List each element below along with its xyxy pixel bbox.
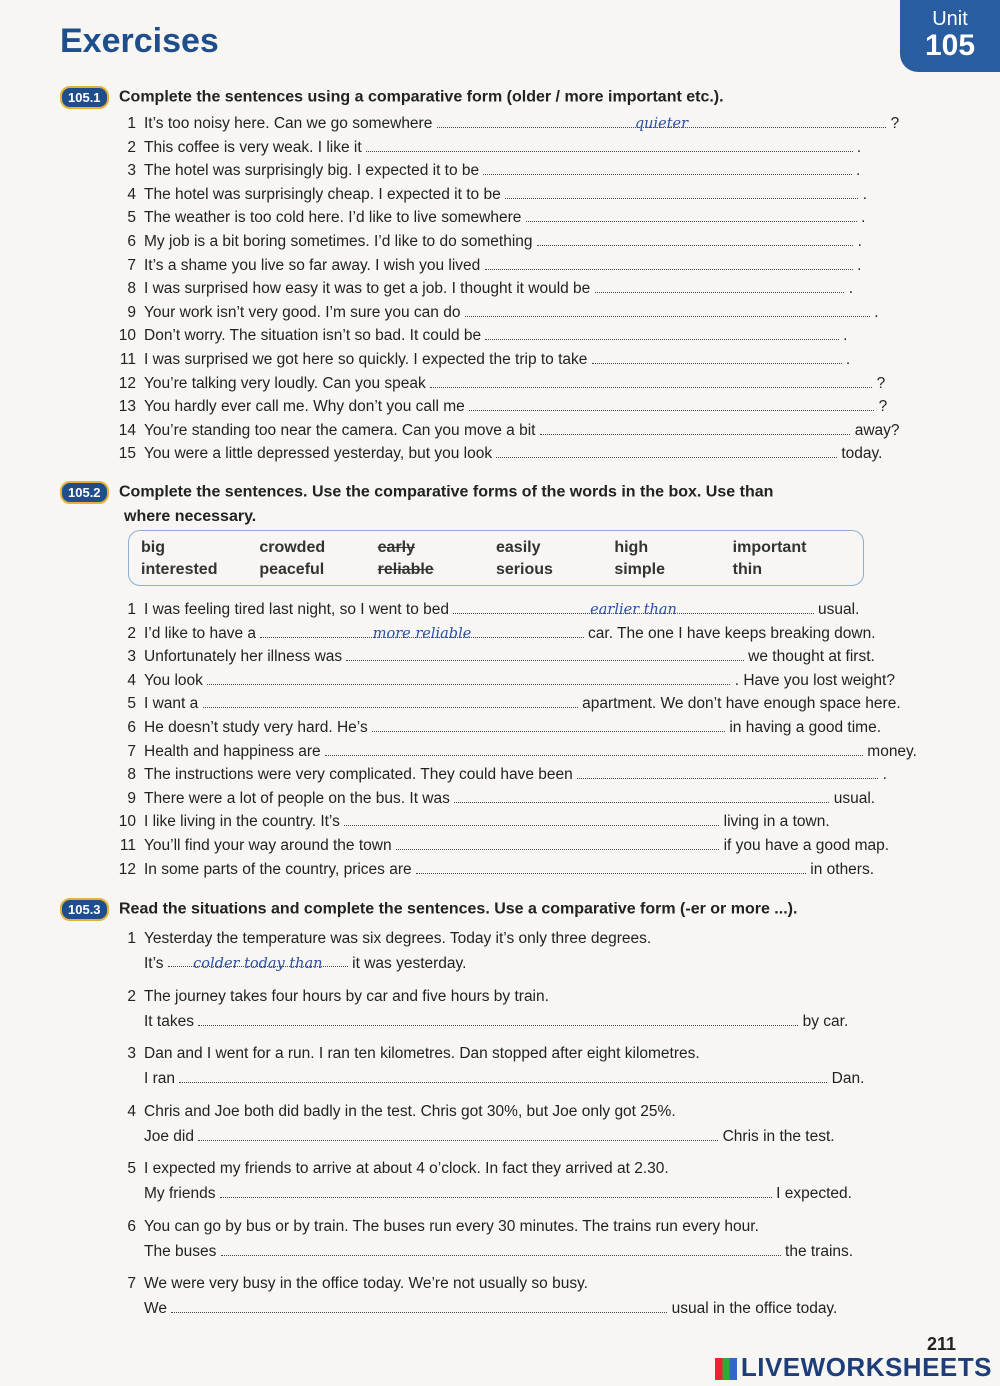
unit-number: 105 — [924, 29, 976, 62]
situation-item — [112, 984, 912, 1042]
word-box-item: important — [732, 539, 807, 556]
word-box-item: serious — [496, 561, 553, 578]
item-end: . — [848, 280, 854, 298]
answer-blank[interactable] — [344, 811, 719, 826]
item-number: 4 — [127, 671, 136, 689]
exercise-105-1-list — [112, 112, 912, 466]
exercise-item — [112, 136, 912, 160]
item-number: 4 — [127, 1102, 136, 1120]
answer-blank[interactable] — [416, 859, 806, 874]
item-end: usual. — [833, 789, 876, 807]
answer-blank[interactable] — [220, 1183, 772, 1198]
word-box — [128, 530, 864, 586]
exercise-item — [112, 598, 912, 622]
answer-blank[interactable] — [366, 137, 853, 152]
answer-blank[interactable] — [540, 420, 851, 435]
item-text: This coffee is very weak. I like it — [144, 138, 362, 156]
item-number: 3 — [127, 162, 136, 180]
item-number: 3 — [127, 648, 136, 666]
item-end: . — [856, 138, 862, 156]
item-end: . Have you lost weight? — [734, 671, 895, 689]
item-number: 14 — [118, 421, 136, 439]
item-end: we thought at first. — [748, 648, 875, 666]
response-line — [112, 951, 912, 976]
situation-item — [112, 1099, 912, 1157]
item-text: My job is a bit boring sometimes. I’d like to do something — [144, 232, 533, 250]
item-end: apartment. We don’t have enough space here. — [582, 695, 901, 713]
item-number: 6 — [127, 1217, 136, 1235]
item-number: 1 — [127, 601, 136, 618]
response-start: I ran — [144, 1070, 176, 1087]
situation-sentence: You can go by bus or by train. The buses run every 30 minutes. The trains run every hour. — [144, 1217, 759, 1235]
exercise-item — [112, 112, 912, 136]
item-end: . — [882, 766, 887, 784]
item-end: today. — [841, 445, 883, 463]
answer-blank[interactable] — [595, 278, 845, 293]
answer-blank[interactable] — [469, 396, 874, 411]
response-line — [112, 1296, 912, 1321]
situation-item — [112, 1271, 912, 1329]
response-start: My friends — [144, 1185, 216, 1202]
answer-blank[interactable]: quieter — [437, 113, 887, 128]
item-text: I’d like to have a — [144, 624, 257, 642]
exercise-badge: 105.2 — [60, 481, 109, 504]
exercise-105-3-list — [112, 926, 912, 1329]
item-end: car. The one I have keeps breaking down. — [588, 624, 876, 642]
exercise-item — [112, 348, 912, 372]
word-box-item: reliable — [377, 561, 434, 578]
answer-blank[interactable] — [465, 302, 870, 317]
item-end: . — [861, 209, 866, 227]
item-number: 3 — [127, 1045, 136, 1062]
logo-icon — [715, 1358, 737, 1380]
situation-text — [112, 984, 912, 1009]
situation-sentence: The journey takes four hours by car and five hours by train. — [144, 987, 549, 1005]
answer-blank[interactable] — [505, 184, 858, 199]
answer-blank[interactable]: more reliable — [260, 623, 583, 638]
response-line — [112, 1066, 912, 1091]
item-end: ? — [890, 115, 900, 132]
exercise-105-1-header — [60, 86, 920, 109]
exercise-instruction: Read the situations and complete the sentences. Use a comparative form (-er or more ...). — [119, 900, 798, 918]
item-text: You’re standing too near the camera. Can you move a bit — [144, 421, 536, 439]
item-number: 9 — [127, 303, 136, 321]
item-text: Your work isn’t very good. I’m sure you can do — [144, 303, 461, 321]
exercise-item — [112, 183, 912, 207]
situation-sentence: Yesterday the temperature was six degrees. Today it’s only three degrees. — [144, 930, 652, 947]
word-box-item: easily — [496, 539, 541, 556]
exercise-item — [112, 645, 912, 669]
response-end: it was yesterday. — [352, 955, 467, 972]
situation-item — [112, 1156, 912, 1214]
response-line — [112, 1181, 912, 1206]
exercise-item — [112, 810, 912, 834]
brand-text: LIVEWORKSHEETS — [740, 1352, 992, 1382]
answer-blank[interactable] — [346, 646, 743, 661]
exercise-105-2-header — [60, 481, 920, 526]
item-end: . — [857, 256, 862, 274]
item-number: 5 — [127, 695, 136, 713]
item-text: I was surprised we got here so quickly. I expected the trip to take — [144, 350, 588, 368]
exercise-item — [112, 622, 912, 646]
item-end: . — [845, 350, 851, 368]
situation-text — [112, 1099, 912, 1124]
item-number: 13 — [118, 398, 136, 416]
exercise-105-3-header — [60, 898, 920, 921]
item-text: I want a — [144, 695, 199, 713]
unit-tab — [900, 0, 1000, 72]
item-end: in having a good time. — [729, 718, 881, 736]
response-line — [112, 1239, 912, 1264]
exercise-item — [112, 763, 912, 787]
situation-item — [112, 926, 912, 984]
brand-logo — [715, 1352, 992, 1383]
exercise-badge: 105.3 — [60, 898, 109, 921]
response-end: by car. — [802, 1012, 849, 1030]
item-end: ? — [878, 398, 888, 416]
answer-blank[interactable] — [430, 373, 872, 388]
answer-blank[interactable] — [526, 207, 857, 222]
exercise-instruction: Complete the sentences using a comparative form (older / more important etc.). — [119, 88, 724, 106]
word-box-item: high — [614, 539, 649, 556]
response-start: It’s — [144, 955, 164, 972]
item-end: living in a town. — [723, 813, 830, 831]
item-number: 2 — [127, 138, 136, 156]
answer-blank[interactable] — [372, 717, 725, 732]
situation-text — [112, 1156, 912, 1181]
item-number: 5 — [127, 1160, 136, 1177]
situation-text — [112, 1041, 912, 1066]
exercise-instruction-keyword: than — [739, 483, 774, 501]
item-text: Unfortunately her illness was — [144, 648, 343, 666]
exercise-105-2-list — [112, 598, 917, 881]
item-end: money. — [867, 742, 917, 760]
item-text: Don’t worry. The situation isn’t so bad. It could be — [144, 327, 482, 345]
item-end: ? — [876, 374, 886, 392]
item-text: The hotel was surprisingly big. I expected it to be — [144, 162, 480, 180]
response-end: I expected. — [776, 1185, 852, 1202]
exercise-item — [112, 230, 912, 254]
item-text: The hotel was surprisingly cheap. I expected it to be — [144, 185, 501, 203]
exercise-item — [112, 858, 912, 882]
item-number: 10 — [118, 813, 136, 831]
item-text: There were a lot of people on the bus. It was — [144, 789, 450, 807]
answer-blank[interactable] — [203, 693, 578, 708]
word-box-item: early — [377, 539, 416, 556]
item-end: . — [843, 327, 848, 345]
exercise-item — [112, 692, 912, 716]
exercise-instruction: Complete the sentences. Use the comparative forms of the words in the box. Use — [119, 483, 736, 501]
response-end: the trains. — [785, 1242, 854, 1260]
answer-blank[interactable] — [483, 160, 851, 175]
item-number: 15 — [118, 445, 136, 463]
item-number: 6 — [127, 232, 136, 250]
answer-blank[interactable] — [537, 231, 853, 246]
answer-blank[interactable] — [485, 325, 838, 340]
word-box-item: simple — [614, 561, 666, 578]
answer-blank[interactable] — [198, 1126, 718, 1141]
item-number: 7 — [127, 1275, 136, 1292]
word-box-item: big — [141, 539, 165, 556]
response-start: We — [144, 1300, 167, 1317]
exercise-item — [112, 834, 912, 858]
answer-blank[interactable] — [496, 443, 837, 458]
item-number: 2 — [127, 987, 136, 1005]
item-number: 1 — [127, 115, 136, 132]
page-number: 211 — [926, 1334, 956, 1354]
answer-blank[interactable] — [179, 1068, 827, 1083]
item-end: if you have a good map. — [723, 836, 890, 854]
word-box-item: interested — [141, 561, 218, 578]
item-end: . — [874, 303, 879, 321]
item-text: The instructions were very complicated. They could have been — [144, 766, 573, 784]
item-text: I was surprised how easy it was to get a job. I thought it would be — [144, 280, 591, 298]
item-end: . — [857, 232, 862, 250]
item-number: 12 — [118, 860, 136, 878]
answer-blank[interactable] — [171, 1298, 667, 1313]
item-number: 4 — [127, 185, 136, 203]
item-text: Health and happiness are — [144, 742, 321, 760]
item-text: In some parts of the country, prices are — [144, 860, 412, 878]
item-text: You’re talking very loudly. Can you speak — [144, 374, 426, 392]
item-text: It’s a shame you live so far away. I wish you lived — [144, 256, 481, 274]
unit-label: Unit — [932, 8, 968, 30]
situation-item — [112, 1214, 912, 1272]
situation-text — [112, 926, 912, 951]
answer-blank[interactable] — [592, 349, 842, 364]
situation-sentence: We were very busy in the office today. We’re not usually so busy. — [144, 1275, 588, 1292]
exercise-item — [112, 419, 912, 443]
word-box-item: thin — [732, 561, 762, 578]
exercise-item — [112, 740, 917, 764]
answer-blank[interactable] — [198, 1011, 798, 1026]
response-line — [112, 1009, 912, 1034]
answer-blank[interactable] — [396, 835, 719, 850]
item-number: 8 — [127, 280, 136, 298]
item-end: . — [862, 185, 868, 203]
exercise-item — [112, 324, 912, 348]
exercise-item — [112, 159, 912, 183]
word-box-item: crowded — [259, 539, 326, 556]
answer-blank[interactable] — [325, 741, 863, 756]
exercise-item — [112, 254, 912, 278]
response-line — [112, 1124, 912, 1149]
item-number: 8 — [127, 766, 136, 784]
exercise-instruction-cont: where necessary. — [124, 508, 257, 525]
response-start: The buses — [144, 1242, 217, 1260]
item-number: 12 — [118, 374, 136, 392]
item-end: usual. — [818, 601, 860, 618]
exercise-item — [112, 787, 912, 811]
item-text: You hardly ever call me. Why don’t you call me — [144, 398, 465, 416]
response-end: Chris in the test. — [722, 1127, 835, 1145]
item-end: . — [855, 162, 861, 180]
item-end: in others. — [810, 860, 875, 878]
word-box-item: peaceful — [259, 561, 325, 578]
item-number: 7 — [127, 742, 136, 760]
answer-blank[interactable] — [454, 788, 829, 803]
answer-blank[interactable] — [485, 255, 853, 270]
item-text: You look — [144, 671, 203, 689]
answer-blank[interactable] — [207, 670, 730, 685]
answer-blank[interactable] — [577, 764, 878, 779]
response-start: Joe did — [144, 1127, 194, 1145]
exercise-item — [112, 277, 912, 301]
item-text: You were a little depressed yesterday, but you look — [144, 445, 493, 463]
response-start: It takes — [144, 1012, 194, 1030]
exercise-item — [112, 716, 912, 740]
item-text: It’s too noisy here. Can we go somewhere — [144, 115, 433, 132]
item-text: He doesn’t study very hard. He’s — [144, 718, 368, 736]
exercise-item — [112, 206, 912, 230]
item-number: 1 — [127, 930, 136, 947]
item-end: away? — [854, 421, 900, 439]
exercise-item — [112, 669, 912, 693]
item-number: 6 — [127, 718, 136, 736]
response-end: Dan. — [831, 1070, 865, 1087]
response-end: usual in the office today. — [671, 1300, 838, 1317]
exercise-item — [112, 372, 912, 396]
item-text: I was feeling tired last night, so I went to bed — [144, 601, 450, 618]
situation-text — [112, 1271, 912, 1296]
item-number: 9 — [127, 789, 136, 807]
situation-sentence: Chris and Joe both did badly in the test. Chris got 30%, but Joe only got 25%. — [144, 1102, 676, 1120]
exercise-item — [112, 395, 912, 419]
exercise-item — [112, 442, 912, 466]
exercise-badge: 105.1 — [60, 86, 109, 109]
item-number: 11 — [119, 350, 136, 368]
exercise-item — [112, 301, 912, 325]
item-number: 5 — [127, 209, 136, 227]
answer-blank[interactable] — [221, 1241, 781, 1256]
situation-text — [112, 1214, 912, 1239]
answer-blank[interactable]: earlier than — [453, 599, 813, 614]
page-title: Exercises — [60, 22, 219, 60]
item-text: The weather is too cold here. I’d like to live somewhere — [144, 209, 522, 227]
item-text: You’ll find your way around the town — [144, 836, 392, 854]
item-number: 10 — [118, 327, 136, 345]
answer-blank[interactable]: colder today than — [168, 952, 348, 967]
situation-sentence: Dan and I went for a run. I ran ten kilometres. Dan stopped after eight kilometres. — [144, 1045, 700, 1062]
situation-item — [112, 1041, 912, 1099]
item-number: 2 — [127, 624, 136, 642]
situation-sentence: I expected my friends to arrive at about 4 o’clock. In fact they arrived at 2.30. — [144, 1160, 669, 1177]
item-number: 7 — [127, 256, 136, 274]
item-text: I like living in the country. It’s — [144, 813, 340, 831]
item-number: 11 — [119, 836, 136, 854]
